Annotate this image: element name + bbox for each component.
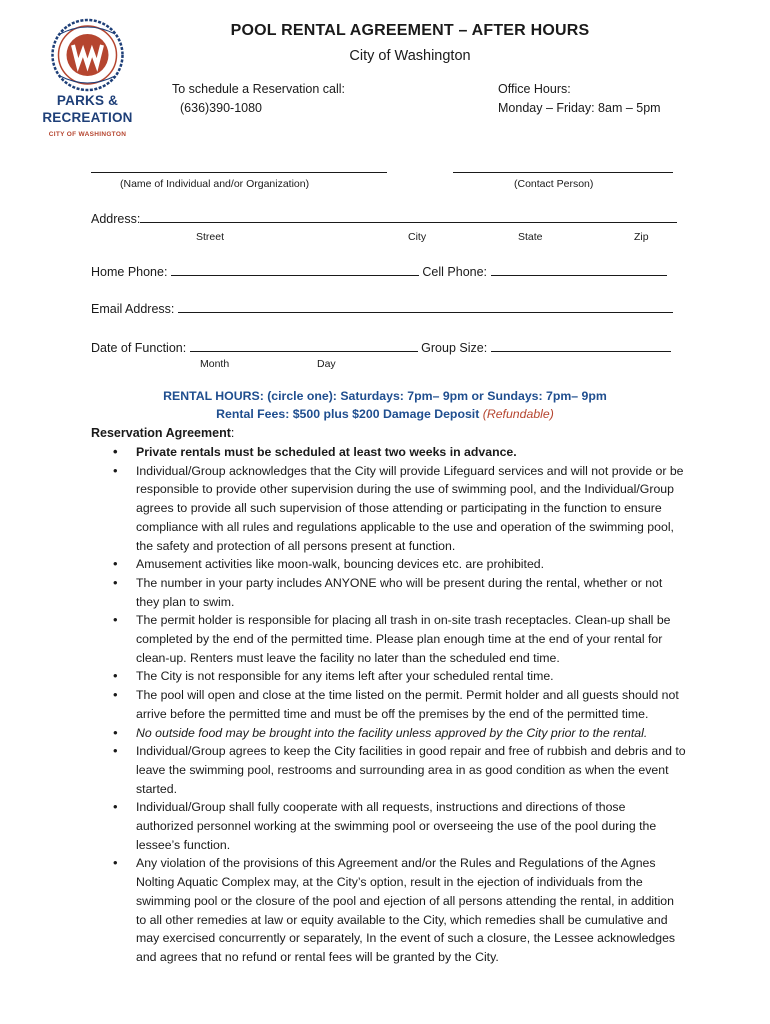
schedule-phone: (636)390-1080 — [180, 101, 263, 115]
group-size-label: Group Size: — [421, 341, 488, 355]
document-subtitle: City of Washington — [349, 48, 471, 64]
list-item: • The number in your party includes ANYONE who will be present during the rental, whether or not they plan to swim. — [111, 574, 686, 611]
list-item: • The pool will open and close at the time listed on the permit. Permit holder and all guests should not arrive before the permitted time and must be off the premises by the end of the permitted time. — [111, 686, 686, 723]
phone-row — [91, 264, 667, 279]
email-row — [91, 301, 673, 316]
document-title: POOL RENTAL AGREEMENT – AFTER HOURS — [230, 22, 590, 39]
date-row — [91, 340, 671, 355]
rental-fees-line — [0, 407, 770, 421]
list-item: • The City is not responsible for any items left after your scheduled rental time. — [111, 667, 686, 686]
list-item: • Private rentals must be scheduled at least two weeks in advance. — [111, 443, 686, 462]
logo-city-text: CITY OF WASHINGTON — [48, 131, 127, 138]
list-item: • Individual/Group acknowledges that the City will provide Lifeguard services and will not provide or be responsible to provide other supervision during the use of swimming pool, and the Individual/Group agrees to provide all such supervision of those attending or participating in the function to ensure compliance with all rules and regulations applicable to the use and operation of the swimming pool, the safety and protection of all persons present at function. — [111, 462, 686, 556]
contact-person-line[interactable] — [453, 172, 673, 173]
refundable-note: (Refundable) — [482, 407, 554, 421]
list-item: • Individual/Group shall fully cooperate with all requests, instructions and directions of those authorized personnel working at the swimming pool or overseeing the use of the pool during the lessee’s function. — [111, 798, 686, 854]
address-row — [91, 211, 677, 226]
agreement-terms-list — [111, 443, 686, 967]
group-size-field[interactable] — [491, 340, 671, 352]
office-hours-value: Monday – Friday: 8am – 5pm — [498, 101, 661, 115]
parks-recreation-logo — [40, 18, 135, 143]
list-item: • Amusement activities like moon-walk, bouncing devices etc. are prohibited. — [111, 555, 686, 574]
home-phone-field[interactable] — [171, 264, 419, 276]
month-caption: Month — [200, 358, 230, 370]
cell-phone-field[interactable] — [491, 264, 667, 276]
agreement-heading-colon: : — [230, 426, 235, 440]
address-label: Address: — [91, 212, 141, 226]
city-caption: City — [408, 231, 427, 243]
date-label: Date of Function: — [91, 341, 187, 355]
rental-hours: RENTAL HOURS: (circle one): Saturdays: 7pm– 9pm or Sundays: 7pm– 9pm — [163, 389, 607, 403]
reservation-agreement-heading — [91, 426, 234, 440]
date-field[interactable] — [190, 340, 418, 352]
office-hours-label: Office Hours: — [498, 82, 571, 96]
rental-fees: Rental Fees: $500 plus $200 Damage Deposit — [216, 407, 480, 421]
street-caption: Street — [196, 231, 225, 243]
city-seal-icon — [40, 18, 135, 93]
logo-parks-text: PARKS & — [56, 93, 119, 108]
logo-recreation-text: RECREATION — [42, 110, 133, 125]
day-caption: Day — [317, 358, 336, 370]
agreement-heading-text: Reservation Agreement — [91, 426, 231, 440]
schedule-label: To schedule a Reservation call: — [172, 82, 346, 96]
email-label: Email Address: — [91, 302, 175, 316]
address-field[interactable] — [140, 211, 677, 223]
list-item: • No outside food may be brought into the facility unless approved by the City prior to the rental. — [111, 724, 686, 743]
state-caption: State — [518, 231, 543, 243]
contact-person-caption: (Contact Person) — [514, 178, 594, 190]
list-item: • Any violation of the provisions of this Agreement and/or the Rules and Regulations of the Agnes Nolting Aquatic Complex may, at the City’s option, result in the ejection of individuals from the swimming pool or the closure of the pool and ejection of all persons attending the rental, in addition to all other remedies at law or equity available to the City, which remedies shall be cumulative and may exercised concurrently or separately, In the event of such a closure, the Lessee acknowledges and agrees that no refund or rental fees will be granted by the City. — [111, 854, 686, 966]
cell-phone-label: Cell Phone: — [422, 265, 488, 279]
name-organization-line[interactable] — [91, 172, 387, 173]
name-organization-caption: (Name of Individual and/or Organization) — [120, 178, 310, 190]
list-item: • Individual/Group agrees to keep the City facilities in good repair and free of rubbish and debris and to leave the swimming pool, restrooms and surrounding area in as good condition as when the event started. — [111, 742, 686, 798]
list-item: • The permit holder is responsible for placing all trash in on-site trash receptacles. Clean-up shall be completed by the end of the permitted time. Please plan enough time at the end of your rental for clean-up. Renters must leave the facility no later than the scheduled end time. — [111, 611, 686, 667]
home-phone-label: Home Phone: — [91, 265, 168, 279]
email-field[interactable] — [178, 301, 673, 313]
zip-caption: Zip — [634, 231, 649, 243]
